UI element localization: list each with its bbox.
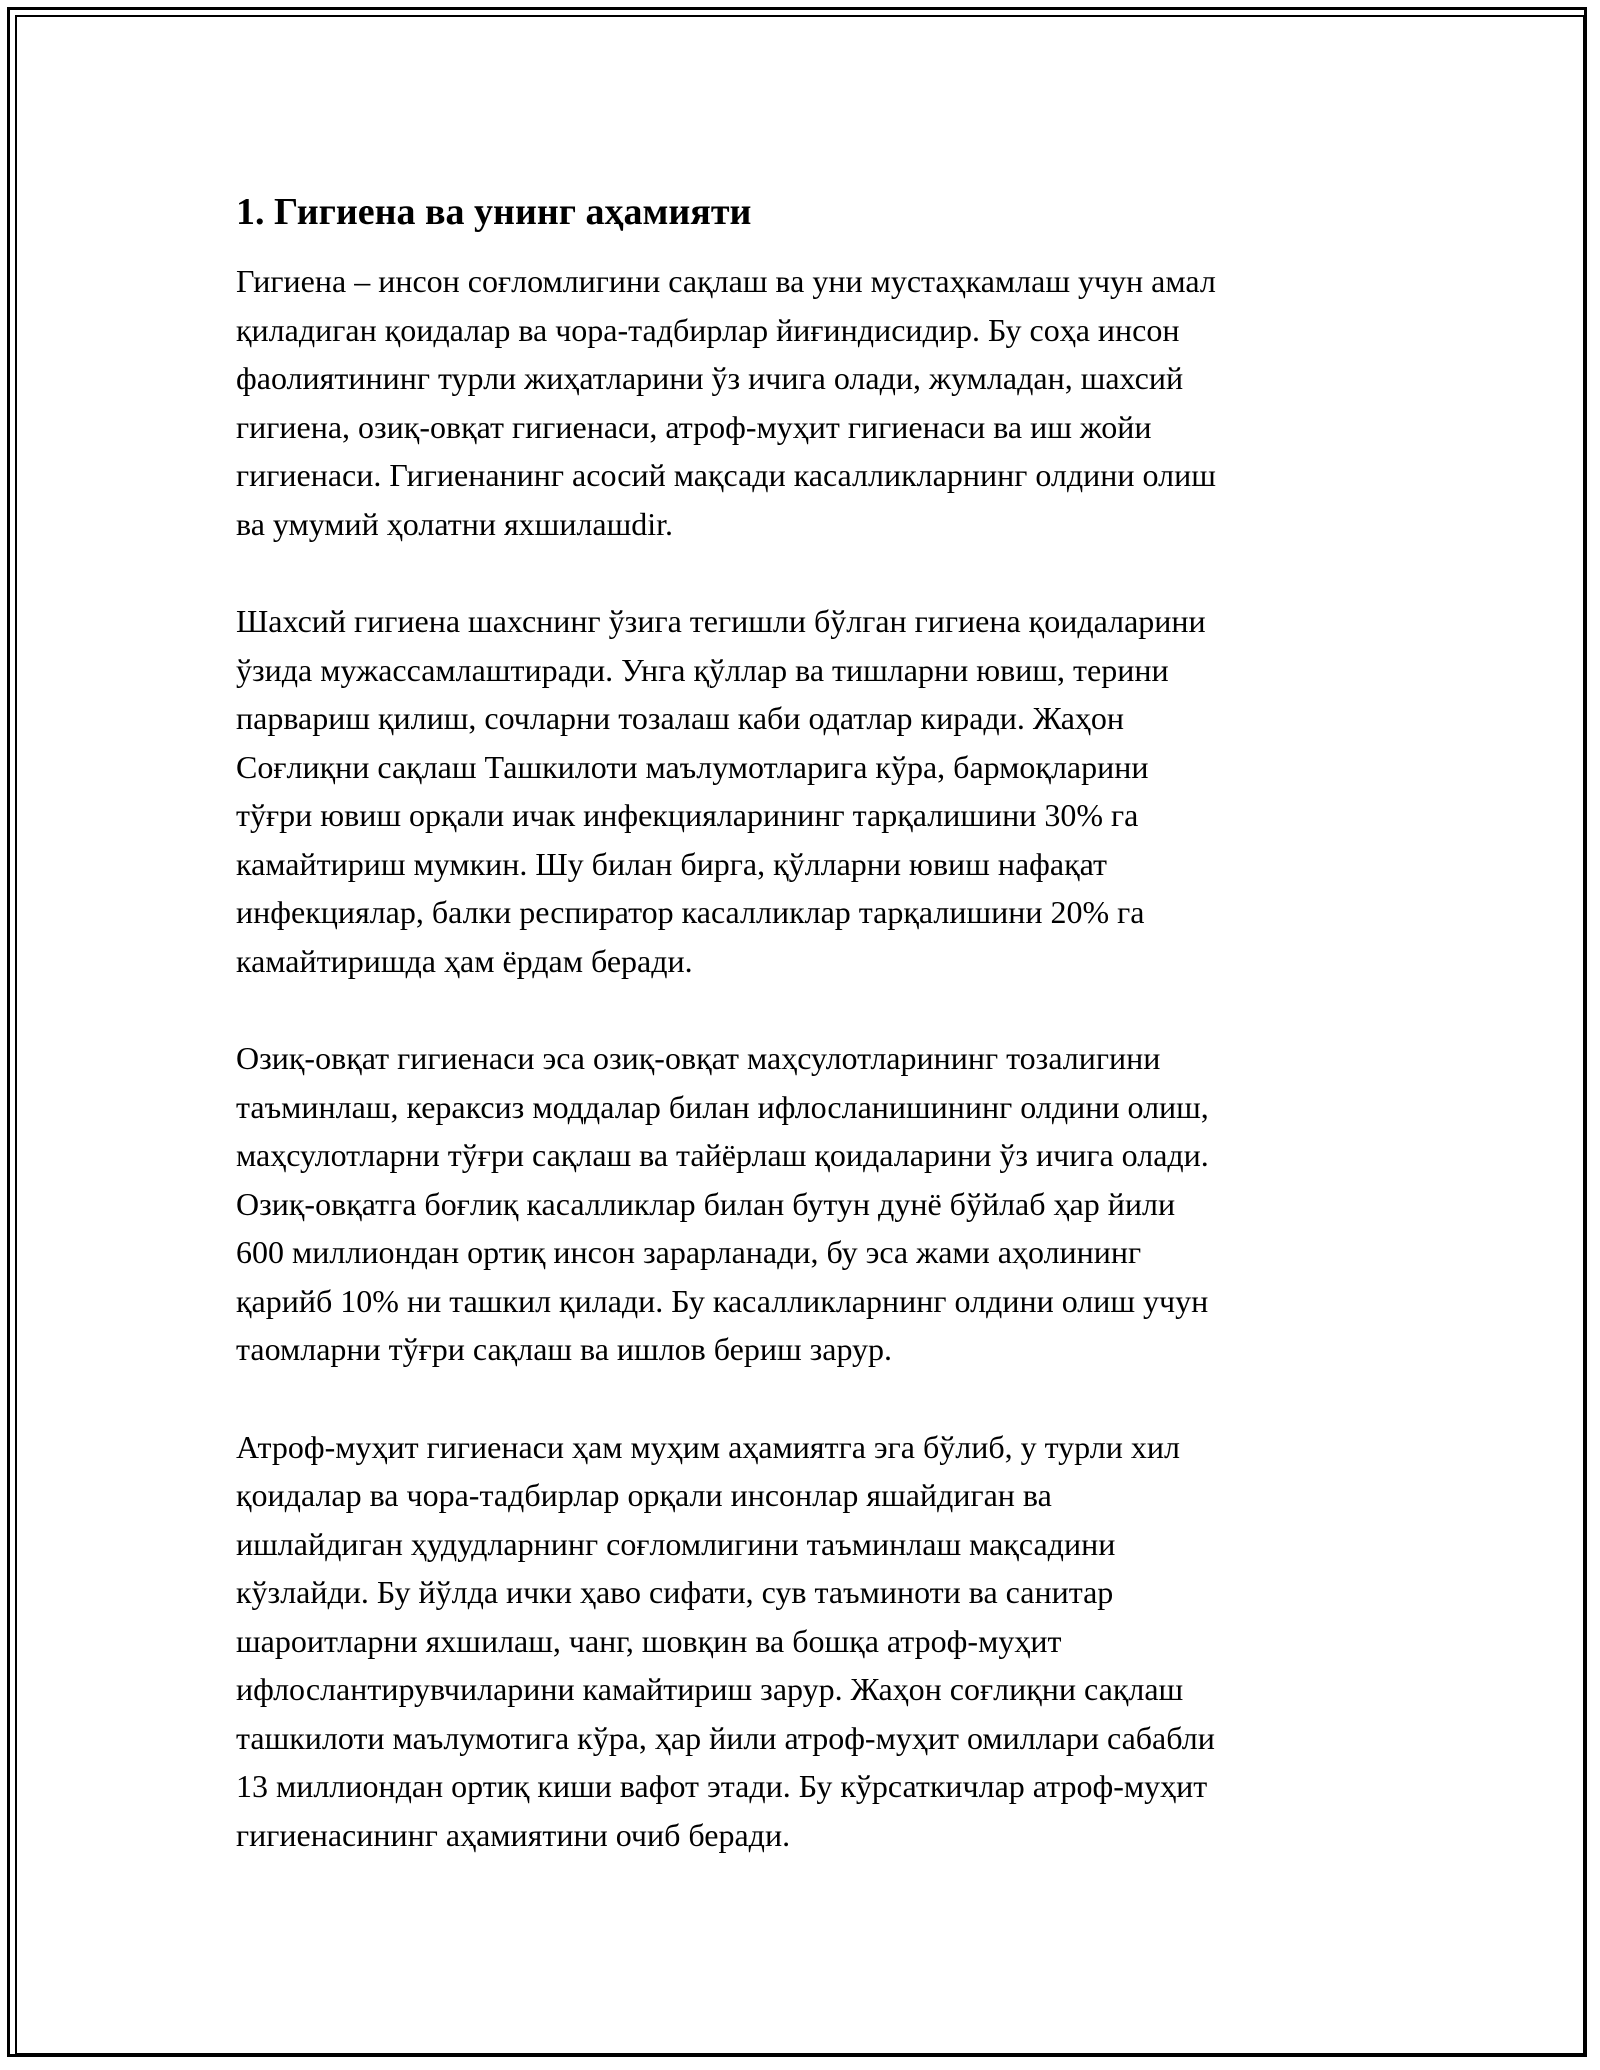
paragraph-hygiene-definition: Гигиена – инсон соғломлигини сақлаш ва уни мустаҳкамлаш учун амал қиладиган қоидалар ва чора-тадбирлар йиғиндисидир. Бу соҳа инсон фаолиятининг турли жиҳатларини ўз ичига олади, жумладан, шахсий гигиена, озиқ-овқат гигиенаси, атроф-муҳит гигиенаси ва иш жойи гигиенаси. Гигиенанинг асосий мақсади касалликларнинг олдини олиш ва умумий ҳолатни яхшилашdir. (236, 263, 1216, 542)
paragraph-food-hygiene: Озиқ-овқат гигиенаси эса озиқ-овқат маҳсулотларининг тозалигини таъминлаш, кераксиз моддалар билан ифлосланишининг олдини олиш, маҳсулотларни тўғри сақлаш ва тайёрлаш қоидаларини ўз ичига олади. Озиқ-овқатга боғлиқ касалликлар билан бутун дунё бўйлаб ҳар йили 600 миллиондан ортиқ инсон зарарланади, бу эса жами аҳолининг қарийб 10% ни ташкил қилади. Бу касалликларнинг олдини олиш учун таомларни тўғри сақлаш ва ишлов бериш зарур. (236, 1040, 1209, 1367)
document-body (236, 187, 1376, 1908)
paragraph-personal-hygiene: Шахсий гигиена шахснинг ўзига тегишли бўлган гигиена қоидаларини ўзида мужассамлаштиради. Унга қўллар ва тишларни ювиш, терини парвариш қилиш, сочларни тозалаш каби одатлар киради. Жаҳон Соғлиқни сақлаш Ташкилоти маълумотларига кўра, бармоқларини тўғри ювиш орқали ичак инфекцияларининг тарқалишини 30% га камайтириш мумкин. Шу билан бирга, қўлларни ювиш нафақат инфекциялар, балки респиратор касалликлар тарқалишини 20% га камайтиришда ҳам ёрдам беради. (236, 603, 1206, 979)
section-heading: 1. Гигиена ва унинг аҳамияти (236, 191, 752, 233)
paragraph-environmental-hygiene: Атроф-муҳит гигиенаси ҳам муҳим аҳамиятга эга бўлиб, у турли хил қоидалар ва чора-тадбирлар орқали инсонлар яшайдиган ва ишлайдиган ҳудудларнинг соғломлигини таъминлаш мақсадини кўзлайди. Бу йўлда ички ҳаво сифати, сув таъминоти ва санитар шароитларни яхшилаш, чанг, шовқин ва бошқа атроф-муҳит ифлослантирувчиларини камайтириш зарур. Жаҳон соғлиқни сақлаш ташкилоти маълумотига кўра, ҳар йили атроф-муҳит омиллари сабабли 13 миллиондан ортиқ киши вафот этади. Бу кўрсаткичлар атроф-муҳит гигиенасининг аҳамиятини очиб беради. (236, 1428, 1215, 1853)
